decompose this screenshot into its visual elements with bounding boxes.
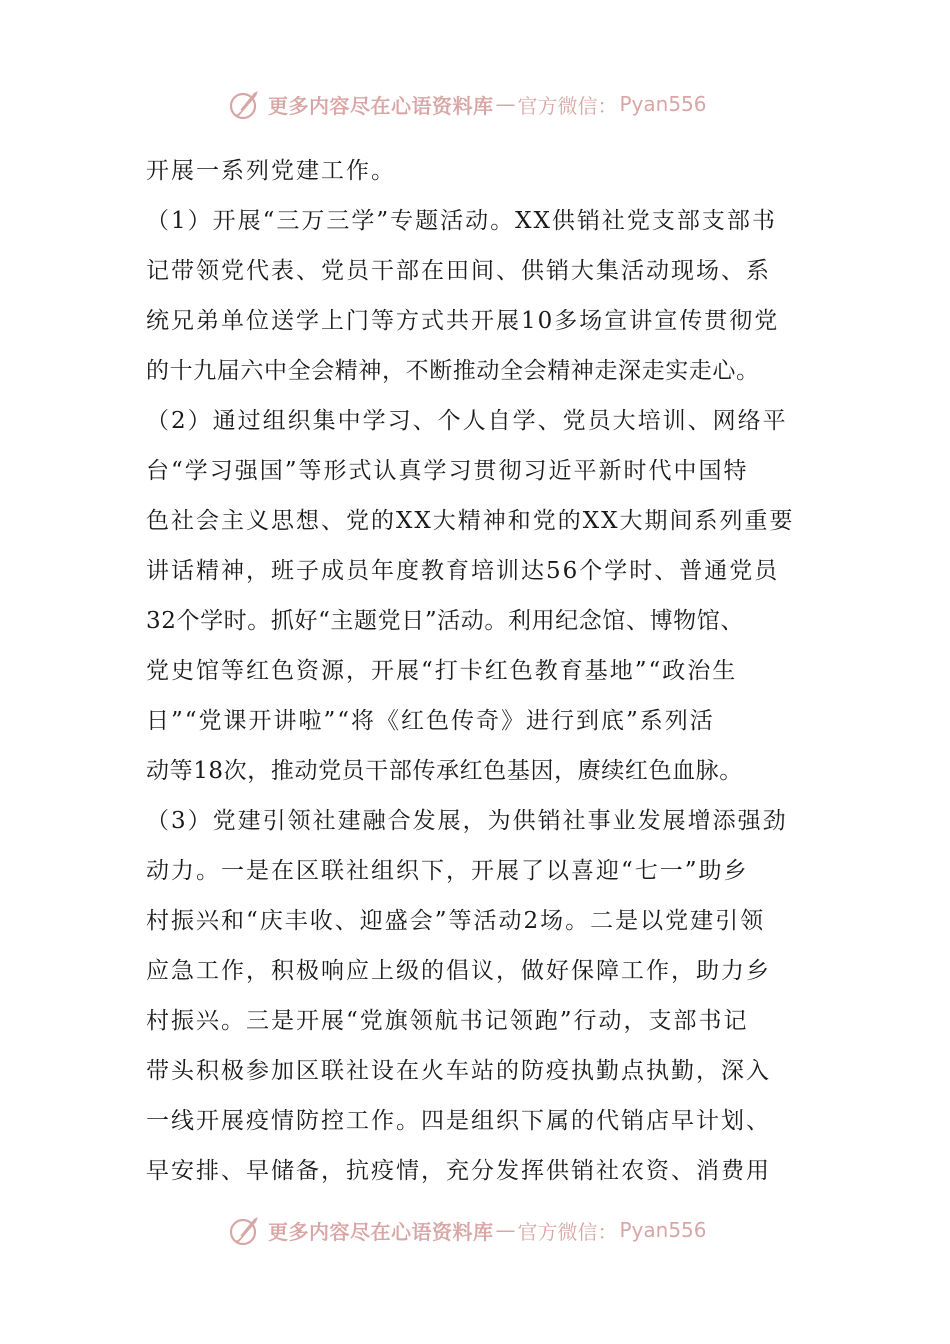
watermark-main-text: 更多内容尽在心语资料库 <box>268 1219 494 1244</box>
watermark-header <box>228 84 748 124</box>
body-line: 记带领党代表、党员干部在田间、供销大集活动现场、系 <box>146 258 771 284</box>
body-line: 台“学习强国”等形式认真学习贯彻习近平新时代中国特 <box>146 458 749 484</box>
watermark-sub-text: 官方微信： <box>517 1219 618 1244</box>
body-line: （3）党建引领社建融合发展，为供销社事业发展增添强劲 <box>146 808 788 834</box>
body-line: 动等18次，推动党员干部传承红色基因，赓续红色血脉。 <box>146 758 743 784</box>
quill-pen-logo-icon <box>228 1213 262 1247</box>
body-line: （2）通过组织集中学习、个人自学、党员大培训、网络平 <box>146 408 788 434</box>
body-line: 带头积极参加区联社设在火车站的防疫执勤点执勤，深入 <box>146 1058 771 1084</box>
body-line: 村振兴和“庆丰收、迎盛会”等活动2场。二是以党建引领 <box>146 908 766 934</box>
watermark-separator: — <box>495 1218 516 1242</box>
body-line: 色社会主义思想、党的XX大精神和党的XX大期间系列重要 <box>146 508 795 534</box>
body-line: 动力。一是在区联社组织下，开展了以喜迎“七一”助乡 <box>146 858 749 884</box>
quill-pen-logo-icon <box>228 87 262 121</box>
watermark-wechat-id: Pyan556 <box>619 1218 707 1242</box>
body-line: 党史馆等红色资源，开展“打卡红色教育基地”“政治生 <box>146 658 738 684</box>
watermark-separator: — <box>495 92 516 116</box>
body-line: 32个学时。抓好“主题党日”活动。利用纪念馆、博物馆、 <box>146 608 744 634</box>
body-line: 统兄弟单位送学上门等方式共开展10多场宣讲宣传贯彻党 <box>146 308 780 334</box>
body-line: 的十九届六中全会精神，不断推动全会精神走深走实走心。 <box>146 358 760 384</box>
body-line: 日”“党课开讲啦”“将《红色传奇》进行到底”系列活 <box>146 708 715 734</box>
body-line: 村振兴。三是开展“党旗领航书记领跑”行动，支部书记 <box>146 1008 749 1034</box>
body-line: （1）开展“三万三学”专题活动。XX供销社党支部支部书 <box>146 208 777 234</box>
body-line: 应急工作，积极响应上级的倡议，做好保障工作，助力乡 <box>146 958 771 984</box>
body-line: 开展一系列党建工作。 <box>146 158 396 184</box>
watermark-sub-text: 官方微信： <box>517 93 618 118</box>
document-body <box>146 146 812 1196</box>
watermark-wechat-id: Pyan556 <box>619 92 707 116</box>
body-line: 一线开展疫情防控工作。四是组织下属的代销店早计划、 <box>146 1108 771 1134</box>
body-line: 早安排、早储备，抗疫情，充分发挥供销社农资、消费用 <box>146 1158 771 1184</box>
watermark-footer <box>228 1210 748 1250</box>
body-line: 讲话精神，班子成员年度教育培训达56个学时、普通党员 <box>146 558 780 584</box>
watermark-main-text: 更多内容尽在心语资料库 <box>268 93 494 118</box>
